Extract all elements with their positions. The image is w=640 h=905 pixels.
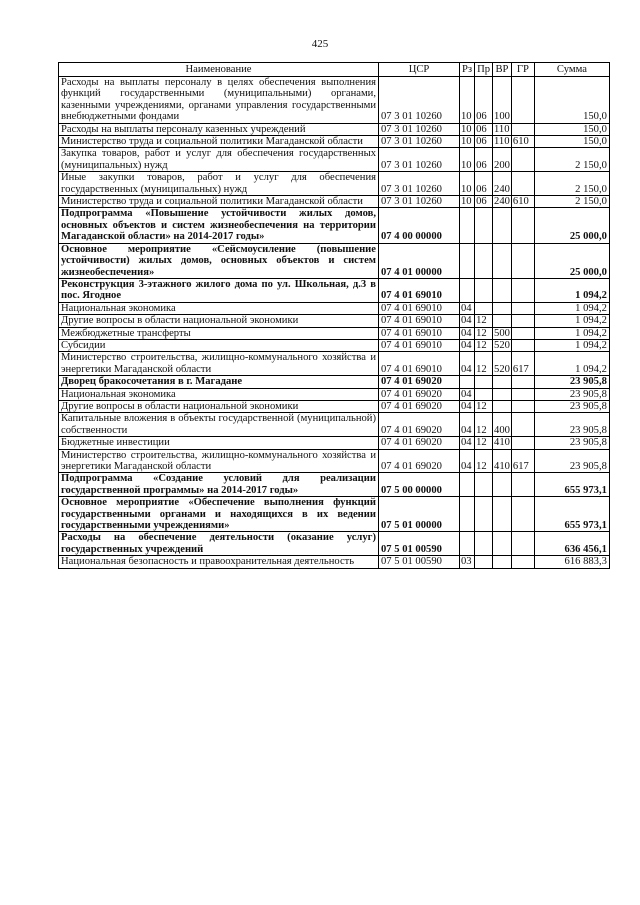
cell-gr	[511, 148, 534, 172]
cell-vr: 520	[494, 339, 510, 351]
header-vr: ВР	[493, 63, 512, 77]
cell-name: Подпрограмма «Повышение устойчивости жилых домов, основных объектов и систем жизнеобеспечения на территории Магаданской области» на 2014-2017 годы»	[59, 208, 379, 243]
header-gr: ГР	[511, 63, 534, 77]
cell-rz: 10	[460, 123, 475, 135]
cell-gr	[511, 376, 534, 388]
cell-name: Межбюджетные трансферты	[59, 327, 379, 339]
cell-gr	[511, 327, 534, 339]
cell-pr	[475, 243, 493, 278]
cell-rz: 03	[460, 556, 475, 568]
cell-name: Основное мероприятие «Обеспечение выполнения функций государственными органами и находящихся в их ведении государственными учреждениями»	[59, 497, 379, 532]
cell-name: Иные закупки товаров, работ и услуг для обеспечения государственных (муниципальных) нужд	[59, 172, 379, 196]
cell-gr	[511, 473, 534, 497]
cell-gr	[511, 123, 534, 135]
table-row	[59, 556, 610, 568]
cell-name: Министерство труда и социальной политики Магаданской области	[59, 136, 379, 148]
cell-sum: 1 094,2	[534, 339, 609, 351]
table-row	[59, 449, 610, 473]
cell-gr	[511, 315, 534, 327]
cell-vr	[493, 315, 512, 327]
cell-rz	[460, 243, 475, 278]
cell-rz: 04	[460, 400, 475, 412]
cell-pr: 12	[475, 413, 493, 437]
cell-csr: 07 4 01 69020	[379, 376, 460, 388]
cell-name: Дворец бракосочетания в г. Магадане	[59, 376, 379, 388]
cell-vr	[493, 243, 512, 278]
cell-vr: 110	[494, 136, 510, 148]
cell-vr	[493, 532, 512, 556]
table-row	[59, 388, 610, 400]
table-row	[59, 339, 610, 351]
cell-pr	[475, 473, 493, 497]
cell-rz: 04	[460, 388, 475, 400]
cell-csr: 07 5 01 00590	[379, 532, 460, 556]
cell-sum: 25 000,0	[534, 208, 609, 243]
table-row	[59, 437, 610, 449]
cell-rz: 04	[460, 413, 475, 437]
cell-rz: 10	[460, 172, 475, 196]
cell-pr: 06	[475, 136, 493, 148]
cell-name: Расходы на выплаты персоналу в целях обеспечения выполнения функций государственными (муниципальными) органами, казенными учреждениями, органами управления государственными внебюджетными фондами	[59, 77, 379, 124]
cell-pr: 12	[475, 339, 493, 351]
cell-rz: 04	[460, 352, 475, 376]
cell-vr	[493, 497, 512, 532]
cell-gr	[511, 556, 534, 568]
cell-name: Национальная безопасность и правоохранительная деятельность	[59, 556, 379, 568]
cell-gr	[511, 208, 534, 243]
cell-sum: 150,0	[534, 123, 609, 135]
cell-name: Расходы на выплаты персоналу казенных учреждений	[59, 123, 379, 135]
cell-pr: 06	[475, 123, 493, 135]
cell-csr: 07 3 01 10260	[379, 123, 460, 135]
cell-vr	[493, 278, 512, 302]
cell-csr: 07 3 01 10260	[379, 136, 460, 148]
cell-name: Капитальные вложения в объекты государственной (муниципальной) собственности	[59, 413, 379, 437]
cell-csr: 07 4 01 69020	[379, 400, 460, 412]
cell-csr: 07 4 01 69020	[379, 437, 460, 449]
cell-pr	[475, 388, 493, 400]
cell-sum: 23 905,8	[534, 437, 609, 449]
cell-csr: 07 4 01 69010	[379, 327, 460, 339]
table-row	[59, 196, 610, 208]
cell-sum: 1 094,2	[534, 352, 609, 376]
cell-sum: 150,0	[534, 136, 609, 148]
cell-pr: 12	[475, 352, 493, 376]
cell-gr	[511, 302, 534, 314]
table-row	[59, 148, 610, 172]
cell-csr: 07 4 01 00000	[379, 243, 460, 278]
cell-csr: 07 5 01 00590	[379, 556, 460, 568]
table-row	[59, 77, 610, 124]
header-pr: Пр	[475, 63, 493, 77]
table-row	[59, 136, 610, 148]
cell-sum: 150,0	[534, 77, 609, 124]
cell-csr: 07 4 01 69020	[379, 449, 460, 473]
cell-pr	[475, 556, 493, 568]
cell-pr: 12	[475, 449, 493, 473]
cell-pr	[475, 302, 493, 314]
table-row	[59, 327, 610, 339]
page-number: 425	[311, 38, 329, 50]
table-row	[59, 532, 610, 556]
cell-rz: 04	[460, 339, 475, 351]
cell-name: Другие вопросы в области национальной экономики	[59, 315, 379, 327]
cell-pr: 12	[475, 400, 493, 412]
cell-vr: 410	[494, 437, 510, 449]
cell-vr: 500	[494, 327, 510, 339]
cell-gr	[511, 497, 534, 532]
cell-csr: 07 3 01 10260	[379, 196, 460, 208]
cell-rz: 04	[460, 315, 475, 327]
cell-vr: 100	[493, 77, 512, 124]
header-sum: Сумма	[534, 63, 609, 77]
cell-sum: 655 973,1	[534, 497, 609, 532]
cell-pr: 06	[475, 172, 493, 196]
cell-rz	[460, 208, 475, 243]
table-row	[59, 400, 610, 412]
table-row	[59, 497, 610, 532]
cell-name: Другие вопросы в области национальной экономики	[59, 400, 379, 412]
cell-sum: 23 905,8	[534, 449, 609, 473]
table-row	[59, 413, 610, 437]
table-row	[59, 278, 610, 302]
cell-vr: 240	[493, 172, 512, 196]
cell-sum: 1 094,2	[534, 327, 609, 339]
cell-sum: 655 973,1	[534, 473, 609, 497]
cell-pr: 12	[475, 327, 493, 339]
table-row	[59, 376, 610, 388]
cell-csr: 07 3 01 10260	[379, 148, 460, 172]
cell-rz	[460, 497, 475, 532]
cell-sum: 1 094,2	[534, 278, 609, 302]
cell-rz: 04	[460, 302, 475, 314]
cell-gr	[511, 278, 534, 302]
cell-vr	[493, 400, 512, 412]
cell-vr: 110	[494, 123, 510, 135]
cell-pr: 12	[475, 437, 493, 449]
cell-rz	[460, 532, 475, 556]
table-row	[59, 243, 610, 278]
table-row	[59, 172, 610, 196]
cell-csr: 07 4 01 69010	[379, 352, 460, 376]
cell-name: Расходы на обеспечение деятельности (оказание услуг) государственных учреждений	[59, 532, 379, 556]
cell-name: Министерство строительства, жилищно-коммунального хозяйства и энергетики Магаданской области	[59, 352, 379, 376]
cell-pr: 06	[475, 148, 493, 172]
table-body	[59, 77, 610, 569]
table-header-row	[59, 63, 610, 77]
cell-rz: 04	[460, 437, 475, 449]
cell-vr	[493, 302, 512, 314]
cell-csr: 07 4 01 69010	[379, 278, 460, 302]
cell-vr	[493, 556, 512, 568]
cell-pr	[475, 497, 493, 532]
cell-name: Реконструкция 3-этажного жилого дома по ул. Школьная, д.3 в пос. Ягодное	[59, 278, 379, 302]
cell-sum: 23 905,8	[534, 388, 609, 400]
cell-rz	[460, 473, 475, 497]
cell-csr: 07 4 00 00000	[379, 208, 460, 243]
table-row	[59, 352, 610, 376]
cell-csr: 07 4 01 69010	[379, 315, 460, 327]
table-row	[59, 302, 610, 314]
cell-sum: 23 905,8	[534, 376, 609, 388]
cell-pr	[475, 278, 493, 302]
cell-pr	[475, 532, 493, 556]
cell-csr: 07 4 01 69010	[379, 339, 460, 351]
cell-rz: 10	[460, 77, 475, 124]
cell-gr: 610	[511, 136, 534, 148]
table-row	[59, 208, 610, 243]
cell-vr: 410	[493, 449, 512, 473]
cell-pr	[475, 376, 493, 388]
cell-gr	[511, 172, 534, 196]
cell-pr: 06	[475, 196, 493, 208]
table-row	[59, 473, 610, 497]
cell-sum: 25 000,0	[534, 243, 609, 278]
cell-rz: 04	[460, 449, 475, 473]
cell-rz: 04	[460, 327, 475, 339]
cell-sum: 23 905,8	[534, 400, 609, 412]
cell-name: Бюджетные инвестиции	[59, 437, 379, 449]
cell-gr	[511, 388, 534, 400]
cell-gr	[511, 413, 534, 437]
header-name: Наименование	[59, 63, 379, 77]
cell-csr: 07 4 01 69020	[379, 413, 460, 437]
cell-gr	[511, 77, 534, 124]
cell-vr	[493, 208, 512, 243]
cell-sum: 23 905,8	[534, 413, 609, 437]
cell-vr: 240	[494, 196, 510, 208]
cell-csr: 07 4 01 69010	[379, 302, 460, 314]
budget-table	[58, 62, 610, 569]
cell-gr	[511, 400, 534, 412]
cell-rz: 10	[460, 148, 475, 172]
cell-rz: 10	[460, 136, 475, 148]
cell-rz	[460, 376, 475, 388]
cell-sum: 1 094,2	[534, 315, 609, 327]
cell-name: Подпрограмма «Создание условий для реализации государственной программы» на 2014-2017 годы»	[59, 473, 379, 497]
cell-vr: 200	[493, 148, 512, 172]
cell-name: Национальная экономика	[59, 302, 379, 314]
cell-sum: 2 150,0	[534, 196, 609, 208]
cell-gr	[511, 532, 534, 556]
cell-gr	[511, 243, 534, 278]
cell-sum: 2 150,0	[534, 148, 609, 172]
cell-vr: 400	[493, 413, 512, 437]
cell-name: Основное мероприятие «Сейсмоусиление (повышение устойчивости) жилых домов, основных объектов и систем жизнеобеспечения»	[59, 243, 379, 278]
cell-csr: 07 3 01 10260	[379, 77, 460, 124]
cell-csr: 07 4 01 69020	[379, 388, 460, 400]
cell-gr	[511, 437, 534, 449]
cell-pr	[475, 208, 493, 243]
table-row	[59, 315, 610, 327]
cell-vr	[493, 473, 512, 497]
cell-name: Закупка товаров, работ и услуг для обеспечения государственных (муниципальных) нужд	[59, 148, 379, 172]
cell-rz: 10	[460, 196, 475, 208]
cell-name: Министерство строительства, жилищно-коммунального хозяйства и энергетики Магаданской области	[59, 449, 379, 473]
cell-pr: 12	[475, 315, 493, 327]
cell-gr	[511, 339, 534, 351]
cell-pr: 06	[475, 77, 493, 124]
header-rz: Рз	[460, 63, 475, 77]
cell-sum: 636 456,1	[534, 532, 609, 556]
cell-gr: 617	[511, 449, 534, 473]
cell-rz	[460, 278, 475, 302]
cell-gr: 617	[511, 352, 534, 376]
cell-csr: 07 5 01 00000	[379, 497, 460, 532]
cell-name: Субсидии	[59, 339, 379, 351]
cell-name: Национальная экономика	[59, 388, 379, 400]
cell-vr	[493, 376, 512, 388]
table-row	[59, 123, 610, 135]
cell-sum: 1 094,2	[534, 302, 609, 314]
cell-gr: 610	[511, 196, 534, 208]
cell-vr	[493, 388, 512, 400]
header-csr: ЦСР	[379, 63, 460, 77]
cell-csr: 07 3 01 10260	[379, 172, 460, 196]
cell-vr: 520	[493, 352, 512, 376]
cell-sum: 2 150,0	[534, 172, 609, 196]
cell-sum: 616 883,3	[534, 556, 609, 568]
cell-csr: 07 5 00 00000	[379, 473, 460, 497]
cell-name: Министерство труда и социальной политики Магаданской области	[59, 196, 379, 208]
